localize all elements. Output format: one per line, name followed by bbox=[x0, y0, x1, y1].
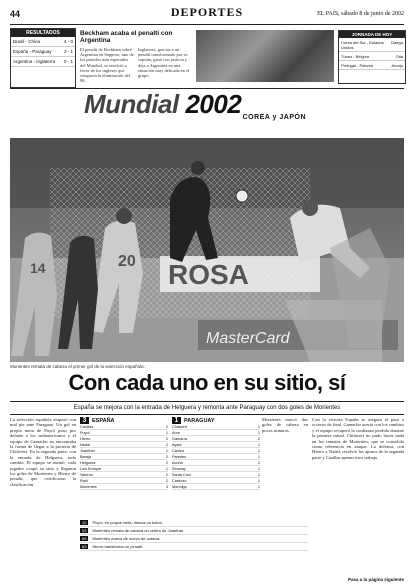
player-row: Arce 1 bbox=[172, 430, 260, 435]
team-b-lineup bbox=[172, 417, 260, 490]
player-row: Valerón 2 bbox=[80, 472, 168, 477]
section-title: DEPORTES bbox=[170, 5, 244, 19]
top-story-col2: Inglaterra, gracias a un penalti transformado por su capitán, ganó con justicia y deja a Argentina en una situación muy delicada en el grupo. bbox=[138, 47, 190, 79]
ad-board-sponsor: MasterCard bbox=[206, 330, 290, 347]
goal-row: 69 Morientes marca de nuevo de cabeza. bbox=[80, 535, 308, 543]
player-row: Juanfran 1 bbox=[80, 448, 168, 453]
jornada-box bbox=[338, 30, 406, 84]
jornada-row: Corea del Sur - Estados Unidos Daegu bbox=[339, 38, 405, 52]
article-subhead: España se mejora con la entrada de Helguera y remonta ante Paraguay con dos goles de Morientes bbox=[10, 401, 404, 415]
player-row: Puyol 1 bbox=[80, 430, 168, 435]
mundial-banner bbox=[10, 88, 404, 123]
continues-link[interactable]: Pasa a la página siguiente bbox=[347, 577, 404, 582]
player-row: Casillas 2 bbox=[80, 424, 168, 429]
dateline: EL PAÍS, sábado 8 de junio de 2002 bbox=[317, 11, 404, 17]
main-photo bbox=[10, 138, 404, 362]
page-number: 44 bbox=[10, 9, 21, 19]
player-row: Raúl 2 bbox=[80, 478, 168, 483]
player-row: Chilavert 1 bbox=[172, 424, 260, 429]
top-story-col1: El penalti de Beckham sobre Argentina en Sapporo, uno de los partidos más esperados del Mundial, se resolvió a favor de los ingleses que vengaron la eliminación del 98. bbox=[80, 47, 134, 84]
player-row: Hierro 2 bbox=[80, 436, 168, 441]
player-row: Nadal 2 bbox=[80, 442, 168, 447]
team-a-score: 3 bbox=[80, 417, 89, 424]
player-row: Gamarra 2 bbox=[172, 436, 260, 441]
player-row: Helguera 2 bbox=[80, 460, 168, 465]
jornada-row: Portugal - Polonia Jeonju bbox=[339, 61, 405, 70]
banner-title: Mundial 2002 bbox=[84, 89, 242, 119]
results-title: RESULTADOS bbox=[11, 29, 75, 37]
player-row: Morientes 3 bbox=[80, 484, 168, 489]
player-row: Cardozo 1 bbox=[172, 478, 260, 483]
ad-board-text: ROSA bbox=[168, 259, 249, 290]
team-a-name: ESPAÑA bbox=[92, 417, 115, 424]
player-shirt-number: 14 bbox=[30, 260, 46, 276]
team-b-name: PARAGUAY bbox=[184, 417, 215, 424]
goals-list bbox=[80, 519, 308, 551]
top-story-photo bbox=[196, 30, 334, 82]
football-action-photo bbox=[10, 138, 404, 362]
player-row: Caniza 1 bbox=[172, 448, 260, 453]
team-a-lineup bbox=[80, 417, 168, 490]
player-row: Morínigo 1 bbox=[172, 484, 260, 489]
article-headline: Con cada uno en su sitio, sí bbox=[68, 370, 346, 395]
top-story bbox=[80, 30, 192, 85]
player-shirt-number: 20 bbox=[118, 253, 136, 270]
player-row: Paredes 1 bbox=[172, 454, 260, 459]
jornada-title: JORNADA DE HOY bbox=[339, 31, 405, 38]
jornada-row: Túnez - Bélgica Oita bbox=[339, 52, 405, 61]
goal-row: 53 Morientes remata de cabeza un centro de Juanfran. bbox=[80, 527, 308, 535]
goal-row: 10 Puyol, en propia meta, desvía un balón. bbox=[80, 519, 308, 527]
masthead bbox=[10, 6, 404, 25]
results-box bbox=[10, 28, 76, 88]
top-story-title: Beckham acaba el penalti con Argentina bbox=[80, 30, 173, 44]
player-row: Baraja 2 bbox=[80, 454, 168, 459]
team-b-score: 1 bbox=[172, 417, 181, 424]
results-row: Brasil - China 4 - 0 bbox=[11, 37, 75, 47]
goal-row: 83 Hierro transforma un penalti. bbox=[80, 543, 308, 551]
article-column-2: Morientes marcó dos goles de cabeza en pocos minutos. bbox=[262, 417, 308, 433]
player-row: Ayala 1 bbox=[172, 442, 260, 447]
player-row: Acuña 2 bbox=[172, 460, 260, 465]
match-stats bbox=[80, 417, 260, 517]
player-row: Struway 1 bbox=[172, 466, 260, 471]
article-column-1: La selección española empezó con mal pie ante Paraguay. Un gol en propia meta de Puyol puso por delante a los sudamericanos y el equipo de Camacho no encontraba la forma de llegar a la portería de Chilavert. En la segunda parte, con la entrada de Helguera, todo cambió. El equipo se asentó, cada jugador ocupó su sitio y llegaron los goles de Morientes y Hierro de penalti, que certificaron la clasificación. bbox=[10, 417, 76, 487]
banner-subtitle: COREA y JAPÓN bbox=[242, 114, 306, 121]
results-row: España - Paraguay 3 - 1 bbox=[11, 47, 75, 57]
player-row: Santa Cruz 1 bbox=[172, 472, 260, 477]
results-row: Argentina - Inglaterra 0 - 1 bbox=[11, 57, 75, 67]
article-column-3: Con la victoria España se asegura el paso a octavos de final. Camacho acertó con los cambios y el equipo recuperó la confianza perdida durante la primera mitad. Chilavert no pudo hacer nada en los remates de Morientes, que se consolida como referencia en ataque. La defensa, con Hierro y Nadal, resolvió los apuros de la segunda parte y Casillas apenas tuvo trabajo. bbox=[312, 417, 404, 460]
player-row: Luis Enrique 1 bbox=[80, 466, 168, 471]
photo-caption: Morientes remata de cabeza el primer gol de la selección española. bbox=[10, 364, 145, 369]
